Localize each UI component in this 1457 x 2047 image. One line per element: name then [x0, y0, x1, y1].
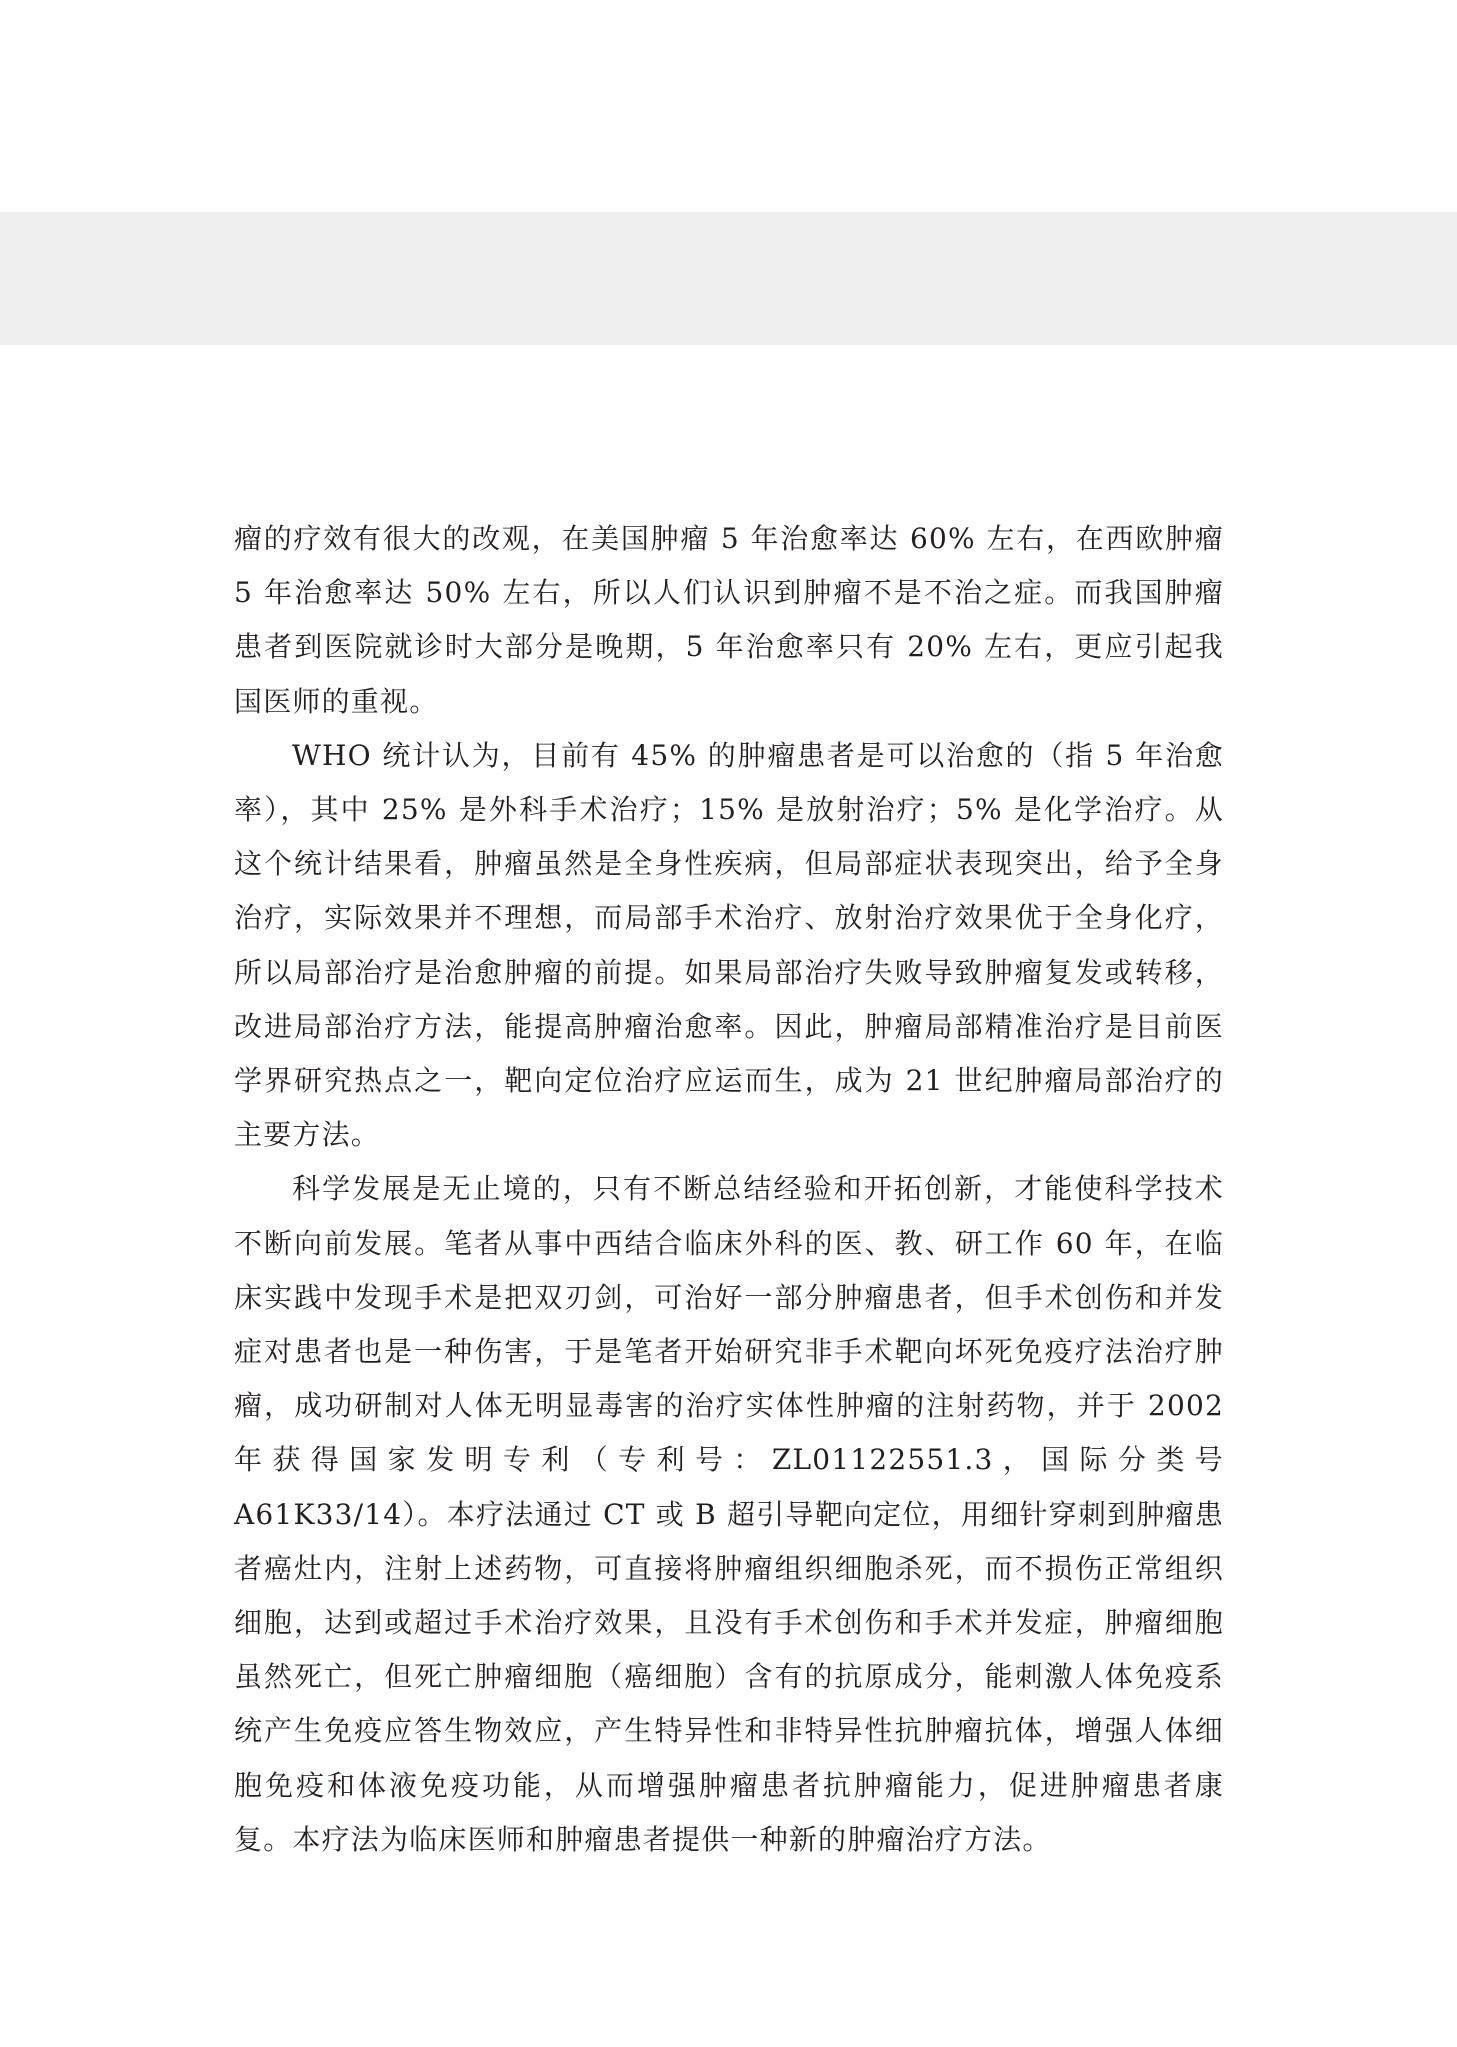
body-text: [234, 512, 1224, 1867]
paragraph-1: 瘤的疗效有很大的改观，在美国肿瘤 5 年治愈率达 60% 左右，在西欧肿瘤 5 年治愈率达 50% 左右，所以人们认识到肿瘤不是不治之症。而我国肿瘤患者到医院就诊时大部分是晚期，5 年治愈率只有 20% 左右，更应引起我国医师的重视。: [234, 522, 1224, 718]
paragraph-2: WHO 统计认为，目前有 45% 的肿瘤患者是可以治愈的（指 5 年治愈率），其中 25% 是外科手术治疗；15% 是放射治疗；5% 是化学治疗。从这个统计结果看，肿瘤虽然是全身性疾病，但局部症状表现突出，给予全身治疗，实际效果并不理想，而局部手术治疗、放射治疗效果优于全身化疗，所以局部治疗是治愈肿瘤的前提。如果局部治疗失败导致肿瘤复发或转移，改进局部治疗方法，能提高肿瘤治愈率。因此，肿瘤局部精准治疗是目前医学界研究热点之一，靶向定位治疗应运而生，成为 21 世纪肿瘤局部治疗的主要方法。: [234, 738, 1224, 1152]
paragraph-3: 科学发展是无止境的，只有不断总结经验和开拓创新，才能使科学技术不断向前发展。笔者从事中西结合临床外科的医、教、研工作 60 年，在临床实践中发现手术是把双刃剑，可治好一部分肿瘤患者，但手术创伤和并发症对患者也是一种伤害，于是笔者开始研究非手术靶向坏死免疫疗法治疗肿瘤，成功研制对人体无明显毒害的治疗实体性肿瘤的注射药物，并于 2002 年获得国家发明专利（专利号：ZL01122551.3，国际分类号 A61K33/14）。本疗法通过 CT 或 B 超引导靶向定位，用细针穿刺到肿瘤患者癌灶内，注射上述药物，可直接将肿瘤组织细胞杀死，而不损伤正常组织细胞，达到或超过手术治疗效果，且没有手术创伤和手术并发症，肿瘤细胞虽然死亡，但死亡肿瘤细胞（癌细胞）含有的抗原成分，能刺激人体免疫系统产生免疫应答生物效应，产生特异性和非特异性抗肿瘤抗体，增强人体细胞免疫和体液免疫功能，从而增强肿瘤患者抗肿瘤能力，促进肿瘤患者康复。本疗法为临床医师和肿瘤患者提供一种新的肿瘤治疗方法。: [234, 1172, 1224, 1856]
header-band: [0, 212, 1457, 345]
